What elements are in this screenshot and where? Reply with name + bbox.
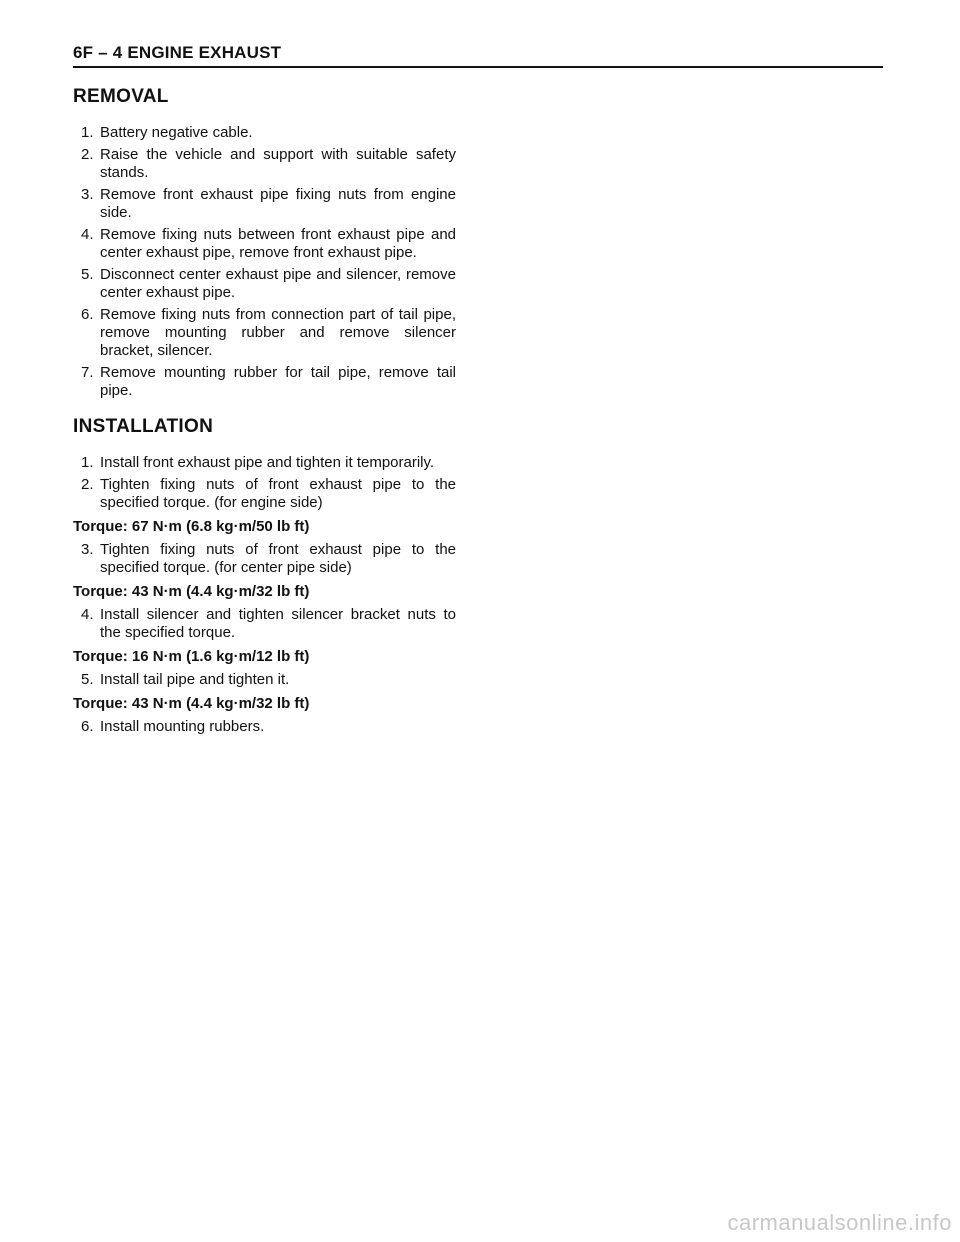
step-number: 2. <box>81 146 94 163</box>
watermark: carmanualsonline.info <box>727 1210 952 1235</box>
step-text: Remove mounting rubber for tail pipe, remove tail pipe. <box>100 364 456 399</box>
step-text: Tighten fixing nuts of front exhaust pipe to the specified torque. (for engine side) <box>100 476 456 511</box>
step-text: Raise the vehicle and support with suitable safety stands. <box>100 146 456 181</box>
step-text: Install mounting rubbers. <box>100 718 265 735</box>
list-item <box>73 671 456 689</box>
list-item <box>73 226 456 262</box>
step-number: 7. <box>81 364 94 381</box>
list-item <box>73 541 456 577</box>
list-item <box>73 124 456 142</box>
page-title: 6F – 4 ENGINE EXHAUST <box>73 43 282 62</box>
installation-heading: INSTALLATION <box>73 416 214 437</box>
step-number: 1. <box>81 454 94 471</box>
list-item <box>73 186 456 222</box>
list-item <box>73 718 456 736</box>
step-text: Remove fixing nuts from connection part of tail pipe, remove mounting rubber and remove silencer bracket, silencer. <box>100 306 456 359</box>
step-number: 5. <box>81 671 94 688</box>
removal-steps <box>73 124 456 400</box>
step-number: 4. <box>81 226 94 243</box>
list-item <box>73 454 456 472</box>
step-number: 5. <box>81 266 94 283</box>
step-text: Battery negative cable. <box>100 124 253 141</box>
list-item <box>73 606 456 642</box>
torque-spec: Torque: 43 N·m (4.4 kg·m/32 lb ft) <box>73 583 310 600</box>
list-item <box>73 476 456 512</box>
list-item <box>73 306 456 360</box>
step-text: Remove front exhaust pipe fixing nuts from engine side. <box>100 186 456 221</box>
removal-heading: REMOVAL <box>73 86 169 107</box>
step-number: 6. <box>81 306 94 323</box>
step-text: Disconnect center exhaust pipe and silencer, remove center exhaust pipe. <box>100 266 456 301</box>
torque-spec: Torque: 67 N·m (6.8 kg·m/50 lb ft) <box>73 518 310 535</box>
step-text: Install silencer and tighten silencer bracket nuts to the specified torque. <box>100 606 456 641</box>
installation-steps <box>73 454 456 736</box>
content-column <box>73 86 456 740</box>
list-item <box>73 364 456 400</box>
step-text: Remove fixing nuts between front exhaust pipe and center exhaust pipe, remove front exhaust pipe. <box>100 226 456 261</box>
step-number: 3. <box>81 541 94 558</box>
torque-spec: Torque: 43 N·m (4.4 kg·m/32 lb ft) <box>73 695 310 712</box>
torque-spec: Torque: 16 N·m (1.6 kg·m/12 lb ft) <box>73 648 310 665</box>
step-number: 3. <box>81 186 94 203</box>
step-text: Tighten fixing nuts of front exhaust pipe to the specified torque. (for center pipe side) <box>100 541 456 576</box>
step-number: 1. <box>81 124 94 141</box>
step-text: Install front exhaust pipe and tighten it temporarily. <box>100 454 435 471</box>
page-header <box>73 44 883 68</box>
step-number: 2. <box>81 476 94 493</box>
step-text: Install tail pipe and tighten it. <box>100 671 290 688</box>
step-number: 6. <box>81 718 94 735</box>
step-number: 4. <box>81 606 94 623</box>
list-item <box>73 266 456 302</box>
list-item <box>73 146 456 182</box>
